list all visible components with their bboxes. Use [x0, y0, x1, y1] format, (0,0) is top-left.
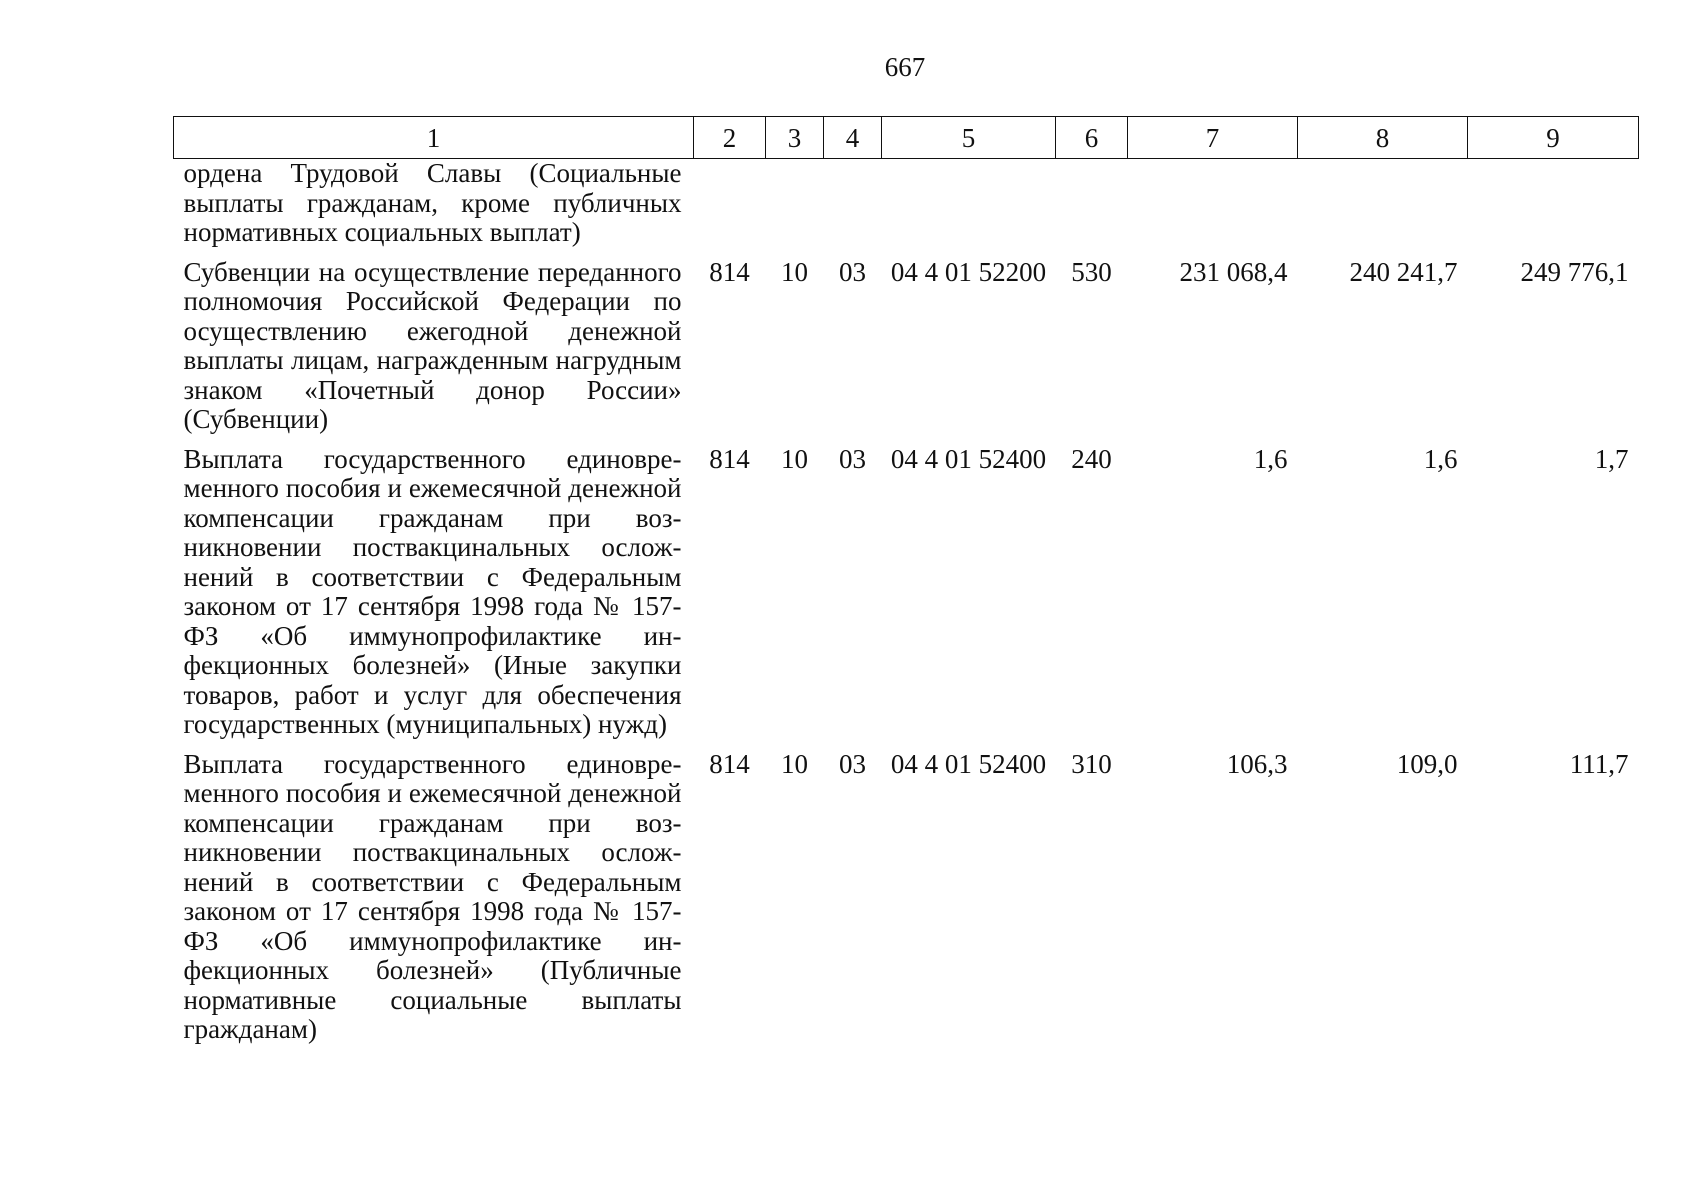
expense-type-code: [1056, 159, 1128, 248]
amount-year-2: 240 241,7: [1349, 256, 1458, 287]
expense-type-code: 530: [1071, 256, 1112, 287]
target-article-code: [882, 159, 1056, 248]
row-description: ордена Трудовой Славы (Социальные выплаты гражданам, кроме публичных нормативных социальных выплат): [183, 158, 682, 247]
table-header-row: [174, 117, 1639, 159]
column-header: 2: [694, 117, 766, 159]
row-description: Субвенции на осуществление переданного полномочия Российской Федерации по осуществлению ежегодной денежной выплаты лицам, награжденным нагрудным знаком «Почетный донор России» (Субвенции): [183, 256, 682, 434]
column-header: 3: [766, 117, 824, 159]
subsection-code: [824, 159, 882, 248]
section-code: 10: [781, 748, 808, 779]
table-row: [174, 740, 1639, 1045]
section-code: [766, 159, 824, 248]
target-article-code: 04 4 01 52200: [890, 256, 1047, 287]
expense-type-code: 310: [1071, 748, 1112, 779]
amount-year-3: 1,7: [1594, 443, 1629, 474]
column-header: 9: [1468, 117, 1639, 159]
budget-table: [173, 116, 1639, 1045]
table-row: [174, 248, 1639, 435]
ministry-code: 814: [709, 256, 750, 287]
amount-year-2: 1,6: [1423, 443, 1458, 474]
amount-year-2: [1298, 159, 1468, 248]
amount-year-1: 1,6: [1253, 443, 1288, 474]
expense-type-code: 240: [1071, 443, 1112, 474]
subsection-code: 03: [839, 748, 866, 779]
ministry-code: 814: [709, 748, 750, 779]
row-description: Выплата государственного единовременного пособия и ежемесячной денежной компенсации гражданам при возникновении поствакцинальных осложнений в соответствии с Федеральным законом от 17 сентября 1998 года № 157-ФЗ «Об иммунопрофилактике инфекционных болезней» (Публичные нормативные социальные выплаты гражданам): [183, 748, 682, 1044]
column-header: 5: [882, 117, 1056, 159]
amount-year-1: [1128, 159, 1298, 248]
amount-year-3: 249 776,1: [1520, 256, 1629, 287]
ministry-code: [694, 159, 766, 248]
target-article-code: 04 4 01 52400: [890, 748, 1047, 779]
ministry-code: 814: [709, 443, 750, 474]
amount-year-3: [1468, 159, 1639, 248]
row-description: Выплата государственного единовременного пособия и ежемесячной денежной компенсации гражданам при возникновении поствакцинальных осложнений в соответствии с Федеральным законом от 17 сентября 1998 года № 157-ФЗ «Об иммунопрофилактике инфекционных болезней» (Иные закупки товаров, работ и услуг для обеспечения государственных (муниципальных) нужд): [183, 443, 682, 739]
section-code: 10: [781, 443, 808, 474]
subsection-code: 03: [839, 256, 866, 287]
amount-year-2: 109,0: [1396, 748, 1458, 779]
column-header: 7: [1128, 117, 1298, 159]
amount-year-1: 231 068,4: [1179, 256, 1288, 287]
column-header: 6: [1056, 117, 1128, 159]
subsection-code: 03: [839, 443, 866, 474]
table-row: [174, 435, 1639, 740]
table-row: [174, 159, 1639, 248]
amount-year-3: 111,7: [1569, 748, 1629, 779]
column-header: 1: [174, 117, 694, 159]
amount-year-1: 106,3: [1226, 748, 1288, 779]
column-header: 8: [1298, 117, 1468, 159]
section-code: 10: [781, 256, 808, 287]
target-article-code: 04 4 01 52400: [890, 443, 1047, 474]
page-number: 667: [884, 52, 926, 82]
column-header: 4: [824, 117, 882, 159]
